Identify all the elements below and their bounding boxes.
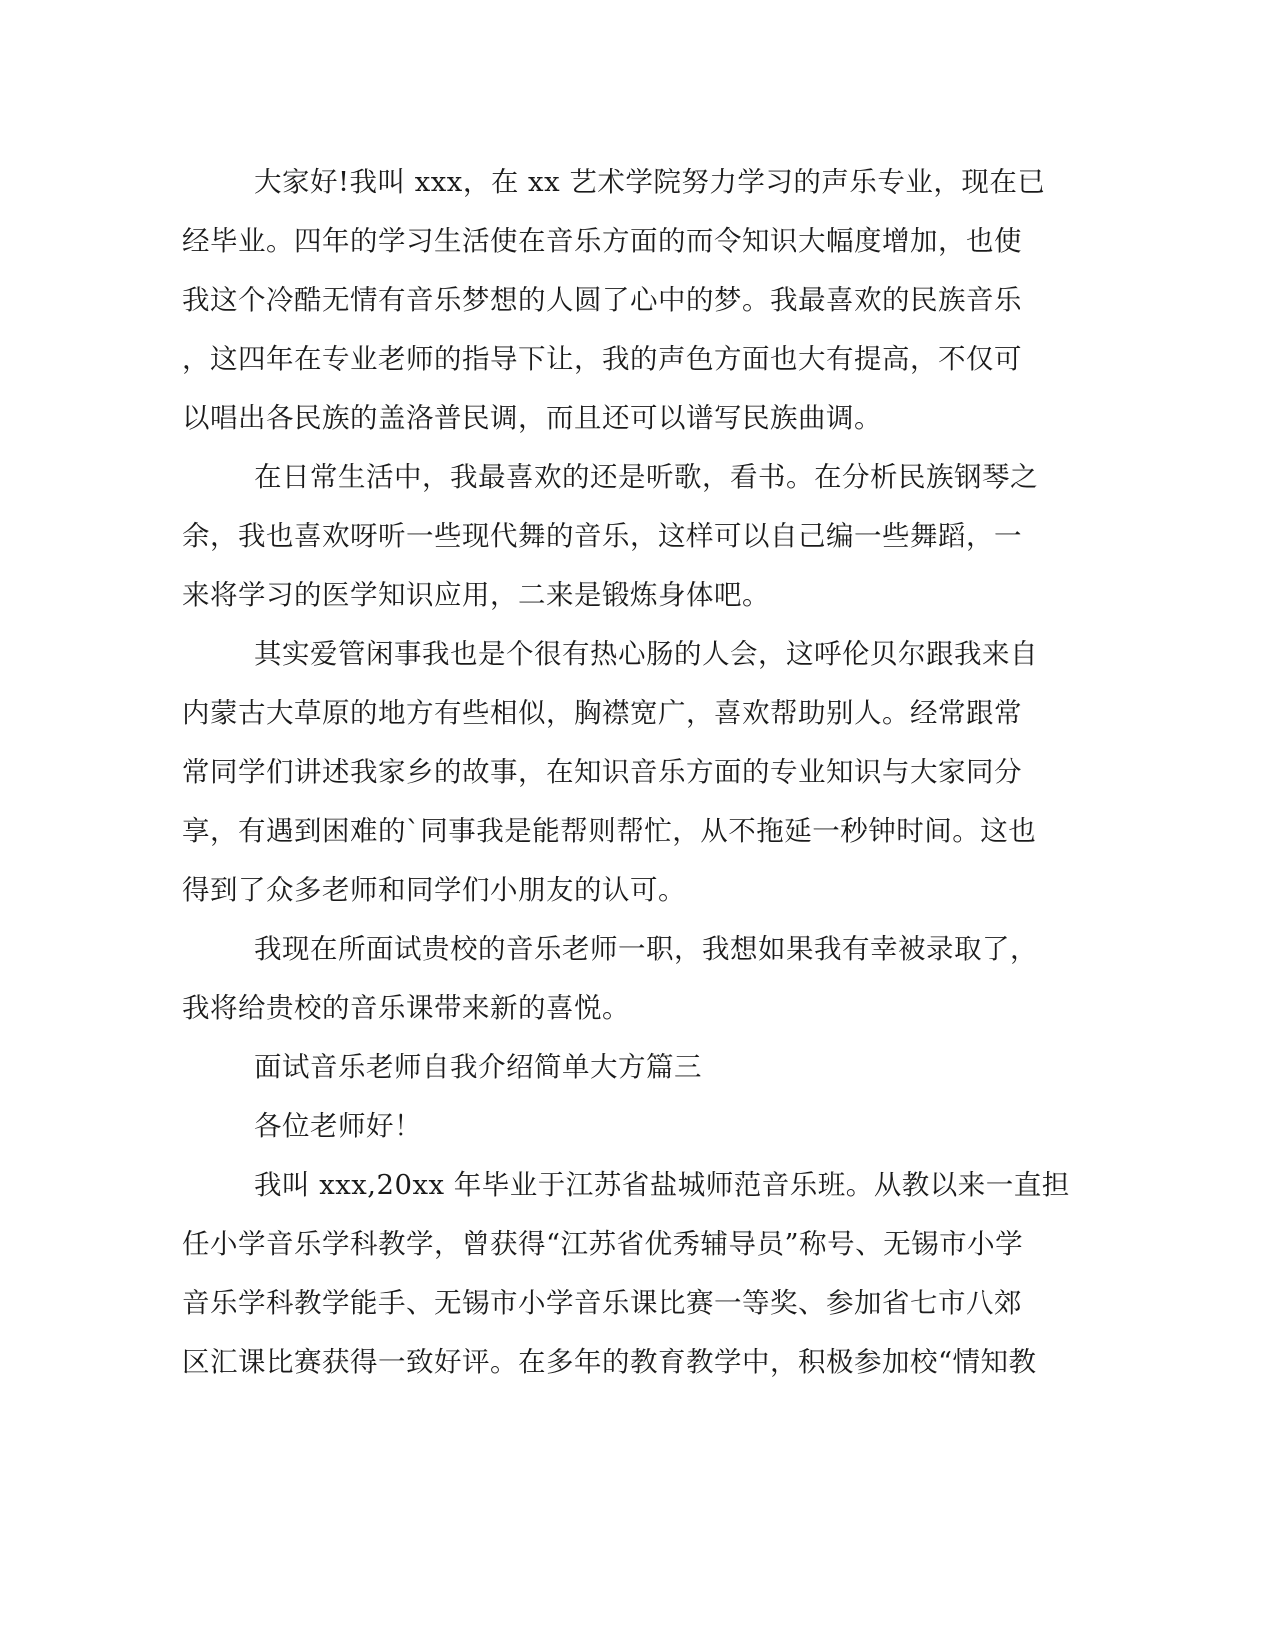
paragraph-3-line-1: 其实爱管闲事我也是个很有热心肠的人会，这呼伦贝尔跟我来自 bbox=[254, 638, 1038, 670]
paragraph-3-line-4: 享，有遇到困难的`同事我是能帮则帮忙，从不拖延一秒钟时间。这也 bbox=[182, 815, 1037, 847]
paragraph-4-line-1: 我现在所面试贵校的音乐老师一职，我想如果我有幸被录取了， bbox=[254, 933, 1038, 965]
paragraph-3-line-5: 得到了众多老师和同学们小朋友的认可。 bbox=[182, 874, 686, 906]
paragraph-2-line-1: 在日常生活中，我最喜欢的还是听歌，看书。在分析民族钢琴之 bbox=[254, 461, 1038, 493]
section-heading: 面试音乐老师自我介绍简单大方篇三 bbox=[254, 1051, 702, 1083]
paragraph-5-line-2: 任小学音乐学科教学，曾获得“江苏省优秀辅导员”称号、无锡市小学 bbox=[182, 1228, 1024, 1260]
paragraph-1-line-1: 大家好!我叫 xxx，在 xx 艺术学院努力学习的声乐专业，现在已 bbox=[254, 166, 1046, 198]
paragraph-5-line-4: 区汇课比赛获得一致好评。在多年的教育教学中，积极参加校“情知教 bbox=[182, 1346, 1037, 1378]
paragraph-1-line-4: ，这四年在专业老师的指导下让，我的声色方面也大有提高，不仅可 bbox=[182, 343, 1022, 375]
paragraph-5-line-3: 音乐学科教学能手、无锡市小学音乐课比赛一等奖、参加省七市八郊 bbox=[182, 1287, 1022, 1319]
paragraph-2-line-2: 余，我也喜欢呀听一些现代舞的音乐，这样可以自己编一些舞蹈，一 bbox=[182, 520, 1022, 552]
paragraph-3-line-3: 常同学们讲述我家乡的故事，在知识音乐方面的专业知识与大家同分 bbox=[182, 756, 1022, 788]
paragraph-1-line-2: 经毕业。四年的学习生活使在音乐方面的而令知识大幅度增加，也使 bbox=[182, 225, 1022, 257]
paragraph-1-line-5: 以唱出各民族的盖洛普民调，而且还可以谱写民族曲调。 bbox=[182, 402, 882, 434]
paragraph-3-line-2: 内蒙古大草原的地方有些相似，胸襟宽广，喜欢帮助别人。经常跟常 bbox=[182, 697, 1022, 729]
paragraph-1-line-3: 我这个冷酷无情有音乐梦想的人圆了心中的梦。我最喜欢的民族音乐 bbox=[182, 284, 1022, 316]
paragraph-5-line-1: 我叫 xxx,20xx 年毕业于江苏省盐城师范音乐班。从教以来一直担 bbox=[254, 1169, 1070, 1201]
paragraph-2-line-3: 来将学习的医学知识应用，二来是锻炼身体吧。 bbox=[182, 579, 770, 611]
greeting: 各位老师好！ bbox=[254, 1110, 422, 1142]
paragraph-4-line-2: 我将给贵校的音乐课带来新的喜悦。 bbox=[182, 992, 630, 1024]
